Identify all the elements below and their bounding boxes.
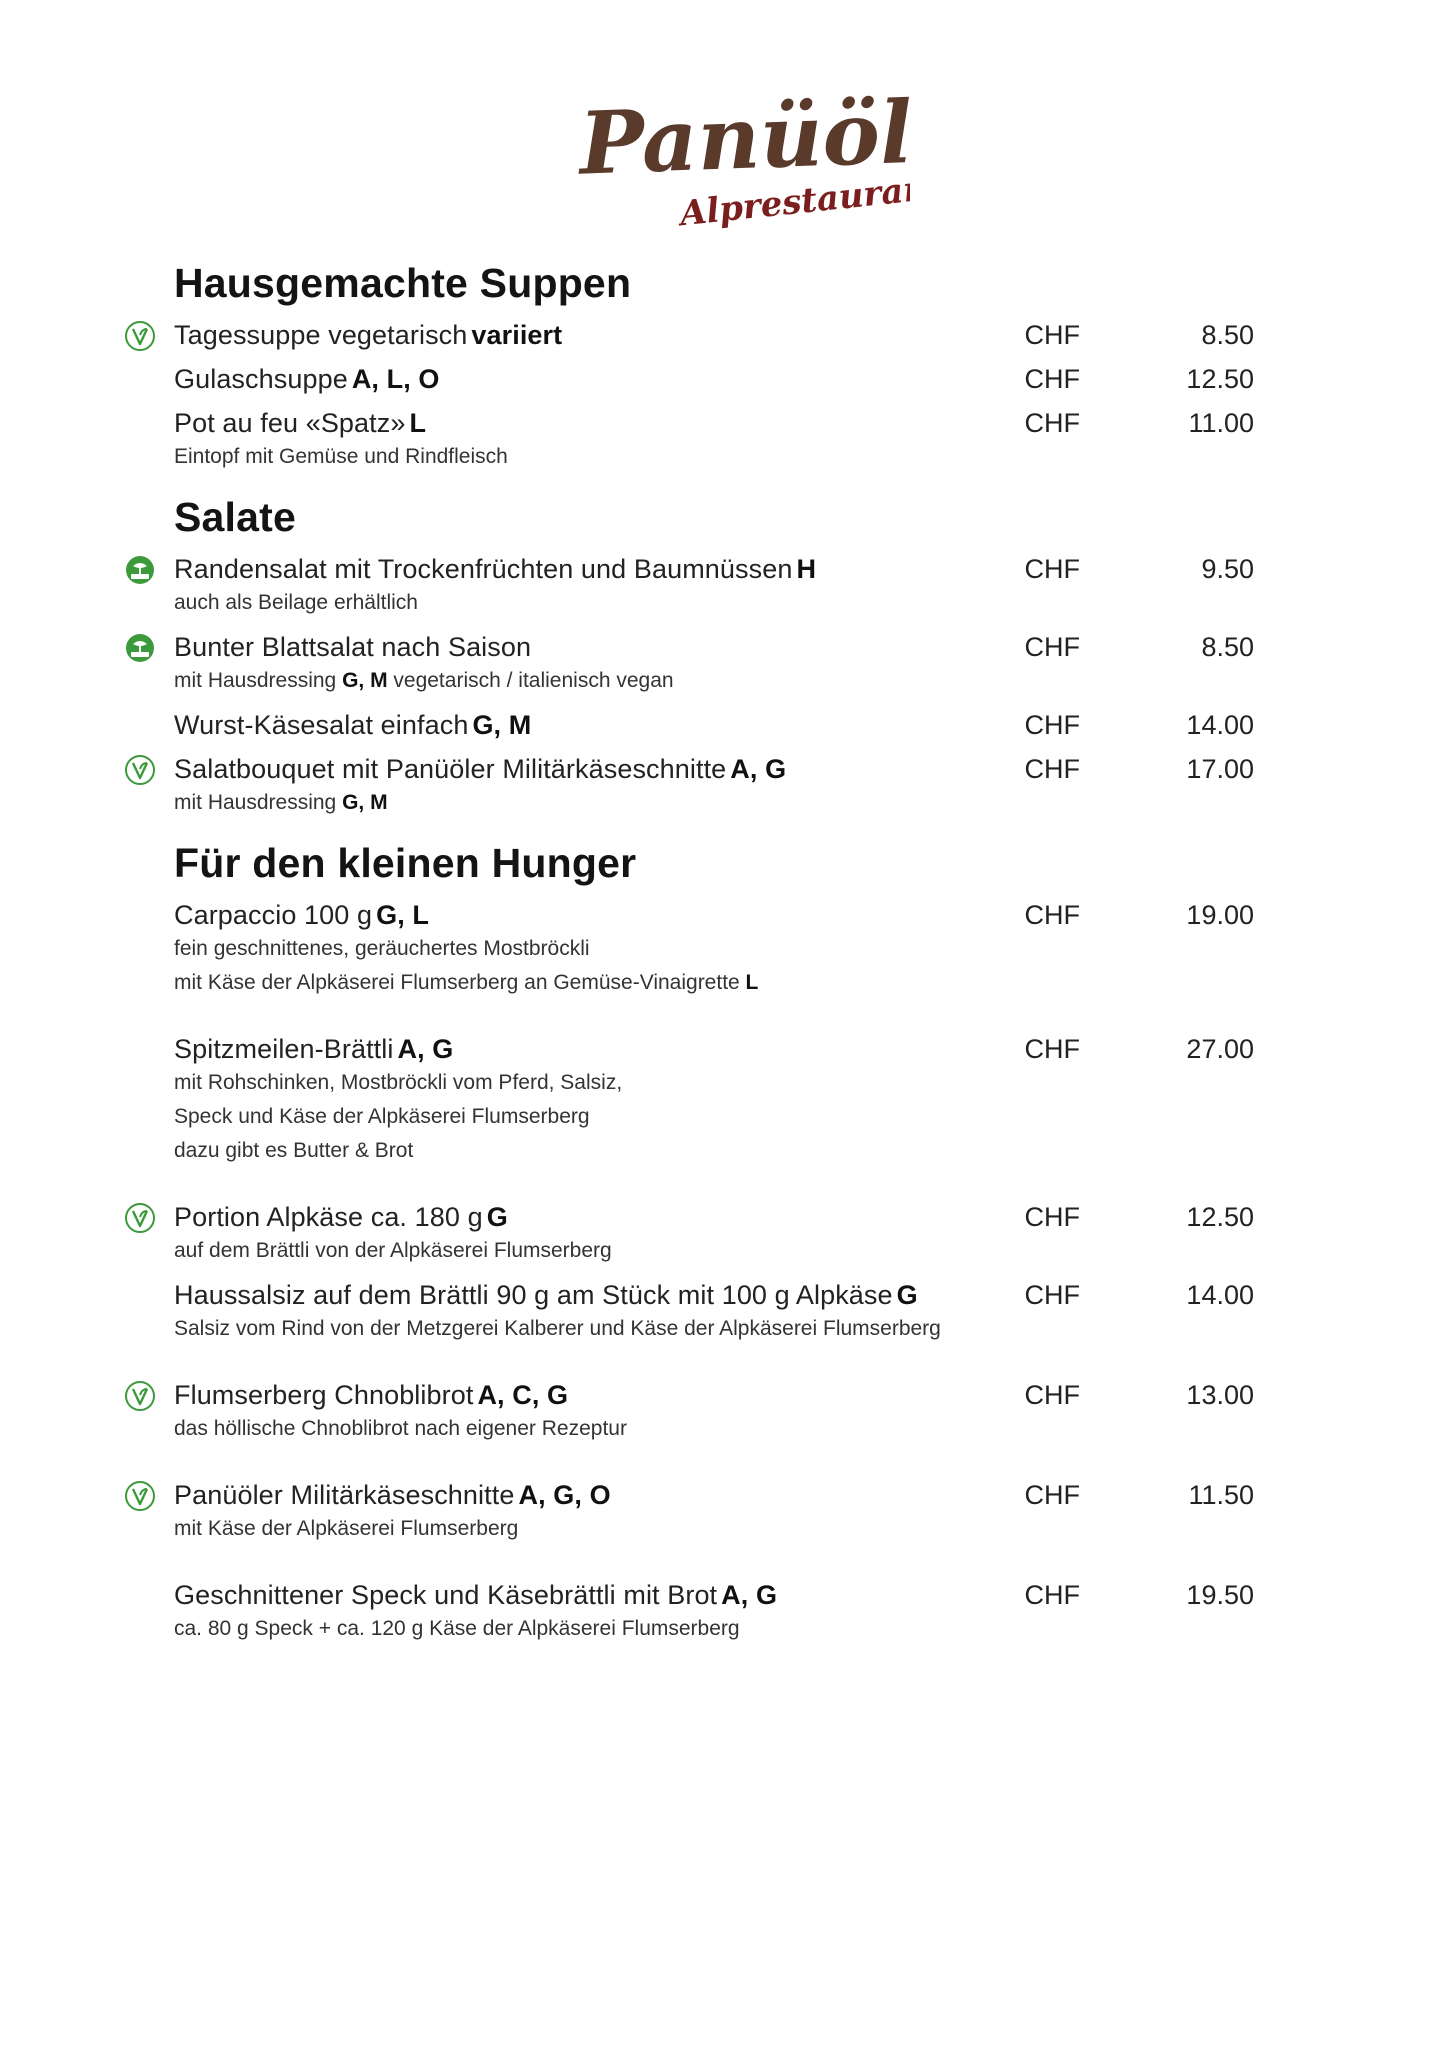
- vegan-icon: [124, 554, 156, 586]
- description-text: mit Käse der Alpkäserei Flumserberg: [174, 1517, 519, 1540]
- item-price: 11.00: [1188, 408, 1254, 438]
- menu-item: [174, 1578, 1254, 1646]
- item-name: Randensalat mit Trockenfrüchten und Baumnüssen: [174, 554, 793, 584]
- menu-item: [174, 1200, 1254, 1268]
- vegetarian-icon: [124, 1202, 156, 1234]
- item-description: [174, 664, 1254, 698]
- allergen-codes: G, M: [342, 791, 388, 814]
- menu-item: [174, 552, 1254, 620]
- item-title: [174, 1578, 777, 1612]
- description-text: Speck und Käse der Alpkäserei Flumserberg: [174, 1105, 590, 1128]
- item-name: Spitzmeilen-Brättli: [174, 1034, 394, 1064]
- item-name: Gulaschsuppe: [174, 364, 348, 394]
- section-title: Salate: [174, 494, 296, 540]
- item-name: Tagessuppe vegetarisch: [174, 320, 468, 350]
- currency-label: CHF: [1024, 1580, 1080, 1610]
- item-price: 12.50: [1186, 364, 1254, 394]
- item-description: [174, 786, 1254, 820]
- currency-label: CHF: [1024, 1380, 1080, 1410]
- section-title: Hausgemachte Suppen: [174, 260, 632, 306]
- allergen-codes: G, M: [472, 710, 532, 740]
- currency-label: CHF: [1024, 632, 1080, 662]
- currency-label: CHF: [1024, 320, 1080, 350]
- allergen-codes: A, C, G: [477, 1380, 569, 1410]
- logo-name: Panüöl: [577, 81, 910, 195]
- currency-label: CHF: [1024, 364, 1080, 394]
- menu-section: [174, 258, 1254, 474]
- vegetarian-icon: [124, 1380, 156, 1412]
- menu-item: [174, 406, 1254, 474]
- item-price: 17.00: [1186, 754, 1254, 784]
- item-title: [174, 1032, 453, 1066]
- description-text: mit Käse der Alpkäserei Flumserberg an Gemüse-Vinaigrette: [174, 971, 746, 994]
- menu-item: [174, 318, 1254, 352]
- item-price: 9.50: [1201, 554, 1254, 584]
- allergen-codes: G: [896, 1280, 918, 1310]
- item-title: [174, 1378, 568, 1412]
- item-description: [174, 1312, 1254, 1346]
- menu-item: [174, 898, 1254, 1000]
- item-description: [174, 1412, 1254, 1446]
- item-price: 27.00: [1186, 1034, 1254, 1064]
- item-title: [174, 362, 440, 396]
- menu-item: [174, 630, 1254, 698]
- item-price: 19.00: [1186, 900, 1254, 930]
- currency-label: CHF: [1024, 900, 1080, 930]
- description-text: mit Hausdressing: [174, 791, 343, 814]
- vegetarian-icon: [124, 754, 156, 786]
- item-name: Salatbouquet mit Panüöler Militärkäseschnitte: [174, 754, 727, 784]
- restaurant-logo: [570, 78, 910, 238]
- item-price: 8.50: [1201, 632, 1254, 662]
- currency-label: CHF: [1024, 554, 1080, 584]
- item-price: 13.00: [1186, 1380, 1254, 1410]
- item-name: Wurst-Käsesalat einfach: [174, 710, 469, 740]
- item-title: [174, 898, 429, 932]
- allergen-codes: A, G: [397, 1034, 454, 1064]
- item-description: [174, 1066, 1254, 1100]
- item-price: 12.50: [1186, 1202, 1254, 1232]
- menu-section: [174, 838, 1254, 1646]
- logo-subtitle: Alprestaurant: [678, 166, 910, 235]
- allergen-codes: A, L, O: [351, 364, 440, 394]
- allergen-codes: G: [486, 1202, 508, 1232]
- allergen-codes: L: [409, 408, 427, 438]
- description-text: mit Hausdressing: [174, 669, 343, 692]
- allergen-codes: H: [796, 554, 817, 584]
- description-text: dazu gibt es Butter & Brot: [174, 1139, 414, 1162]
- allergen-codes: A, G: [730, 754, 787, 784]
- item-description: [174, 440, 1254, 474]
- item-title: [174, 552, 816, 586]
- currency-label: CHF: [1024, 754, 1080, 784]
- item-name: Flumserberg Chnoblibrot: [174, 1380, 474, 1410]
- allergen-codes: variiert: [471, 320, 563, 350]
- currency-label: CHF: [1024, 1280, 1080, 1310]
- item-name: Panüöler Militärkäseschnitte: [174, 1480, 515, 1510]
- description-text: das höllische Chnoblibrot nach eigener Rezeptur: [174, 1417, 627, 1440]
- currency-label: CHF: [1024, 1034, 1080, 1064]
- item-description: [174, 1612, 1254, 1646]
- item-price: 11.50: [1188, 1480, 1254, 1510]
- allergen-codes: G, L: [376, 900, 430, 930]
- item-price: 14.00: [1186, 710, 1254, 740]
- item-price: 8.50: [1201, 320, 1254, 350]
- description-text: auch als Beilage erhältlich: [174, 591, 418, 614]
- item-description: [174, 966, 1254, 1000]
- currency-label: CHF: [1024, 1202, 1080, 1232]
- menu-item: [174, 1278, 1254, 1346]
- description-text: ca. 80 g Speck + ca. 120 g Käse der Alpkäserei Flumserberg: [174, 1617, 740, 1640]
- item-description: [174, 932, 1254, 966]
- item-description: [174, 1100, 1254, 1134]
- item-name: Bunter Blattsalat nach Saison: [174, 632, 532, 662]
- section-title: Für den kleinen Hunger: [174, 840, 637, 886]
- item-name: Haussalsiz auf dem Brättli 90 g am Stück mit 100 g Alpkäse: [174, 1280, 893, 1310]
- item-price: 14.00: [1186, 1280, 1254, 1310]
- vegan-icon: [124, 632, 156, 664]
- allergen-codes: G, M: [342, 669, 388, 692]
- description-text: auf dem Brättli von der Alpkäserei Flumserberg: [174, 1239, 612, 1262]
- menu-item: [174, 708, 1254, 742]
- menu-section: [174, 492, 1254, 820]
- menu-item: [174, 1478, 1254, 1546]
- item-title: [174, 752, 786, 786]
- allergen-codes: A, G: [721, 1580, 778, 1610]
- currency-label: CHF: [1024, 710, 1080, 740]
- description-text: vegetarisch / italienisch vegan: [387, 669, 674, 692]
- item-description: [174, 1134, 1254, 1168]
- item-description: [174, 586, 1254, 620]
- item-title: [174, 708, 531, 742]
- vegetarian-icon: [124, 320, 156, 352]
- menu-item: [174, 362, 1254, 396]
- item-name: Pot au feu «Spatz»: [174, 408, 406, 438]
- menu-item: [174, 1378, 1254, 1446]
- item-price: 19.50: [1186, 1580, 1254, 1610]
- item-title: [174, 406, 426, 440]
- item-title: [174, 1478, 611, 1512]
- currency-label: CHF: [1024, 1480, 1080, 1510]
- item-name: Geschnittener Speck und Käsebrättli mit Brot: [174, 1580, 718, 1610]
- item-title: [174, 1278, 918, 1312]
- item-title: [174, 630, 531, 664]
- item-name: Carpaccio 100 g: [174, 900, 373, 930]
- item-name: Portion Alpkäse ca. 180 g: [174, 1202, 483, 1232]
- item-title: [174, 318, 562, 352]
- menu-content: [174, 258, 1254, 1660]
- description-text: Eintopf mit Gemüse und Rindfleisch: [174, 445, 508, 468]
- vegetarian-icon: [124, 1480, 156, 1512]
- description-text: fein geschnittenes, geräuchertes Mostbröckli: [174, 937, 590, 960]
- item-title: [174, 1200, 508, 1234]
- menu-item: [174, 752, 1254, 820]
- menu-item: [174, 1032, 1254, 1168]
- allergen-codes: A, G, O: [518, 1480, 611, 1510]
- description-text: mit Rohschinken, Mostbröckli vom Pferd, Salsiz,: [174, 1071, 623, 1094]
- item-description: [174, 1512, 1254, 1546]
- allergen-codes: L: [745, 971, 759, 994]
- currency-label: CHF: [1024, 408, 1080, 438]
- description-text: Salsiz vom Rind von der Metzgerei Kalberer und Käse der Alpkäserei Flumserberg: [174, 1317, 941, 1340]
- item-description: [174, 1234, 1254, 1268]
